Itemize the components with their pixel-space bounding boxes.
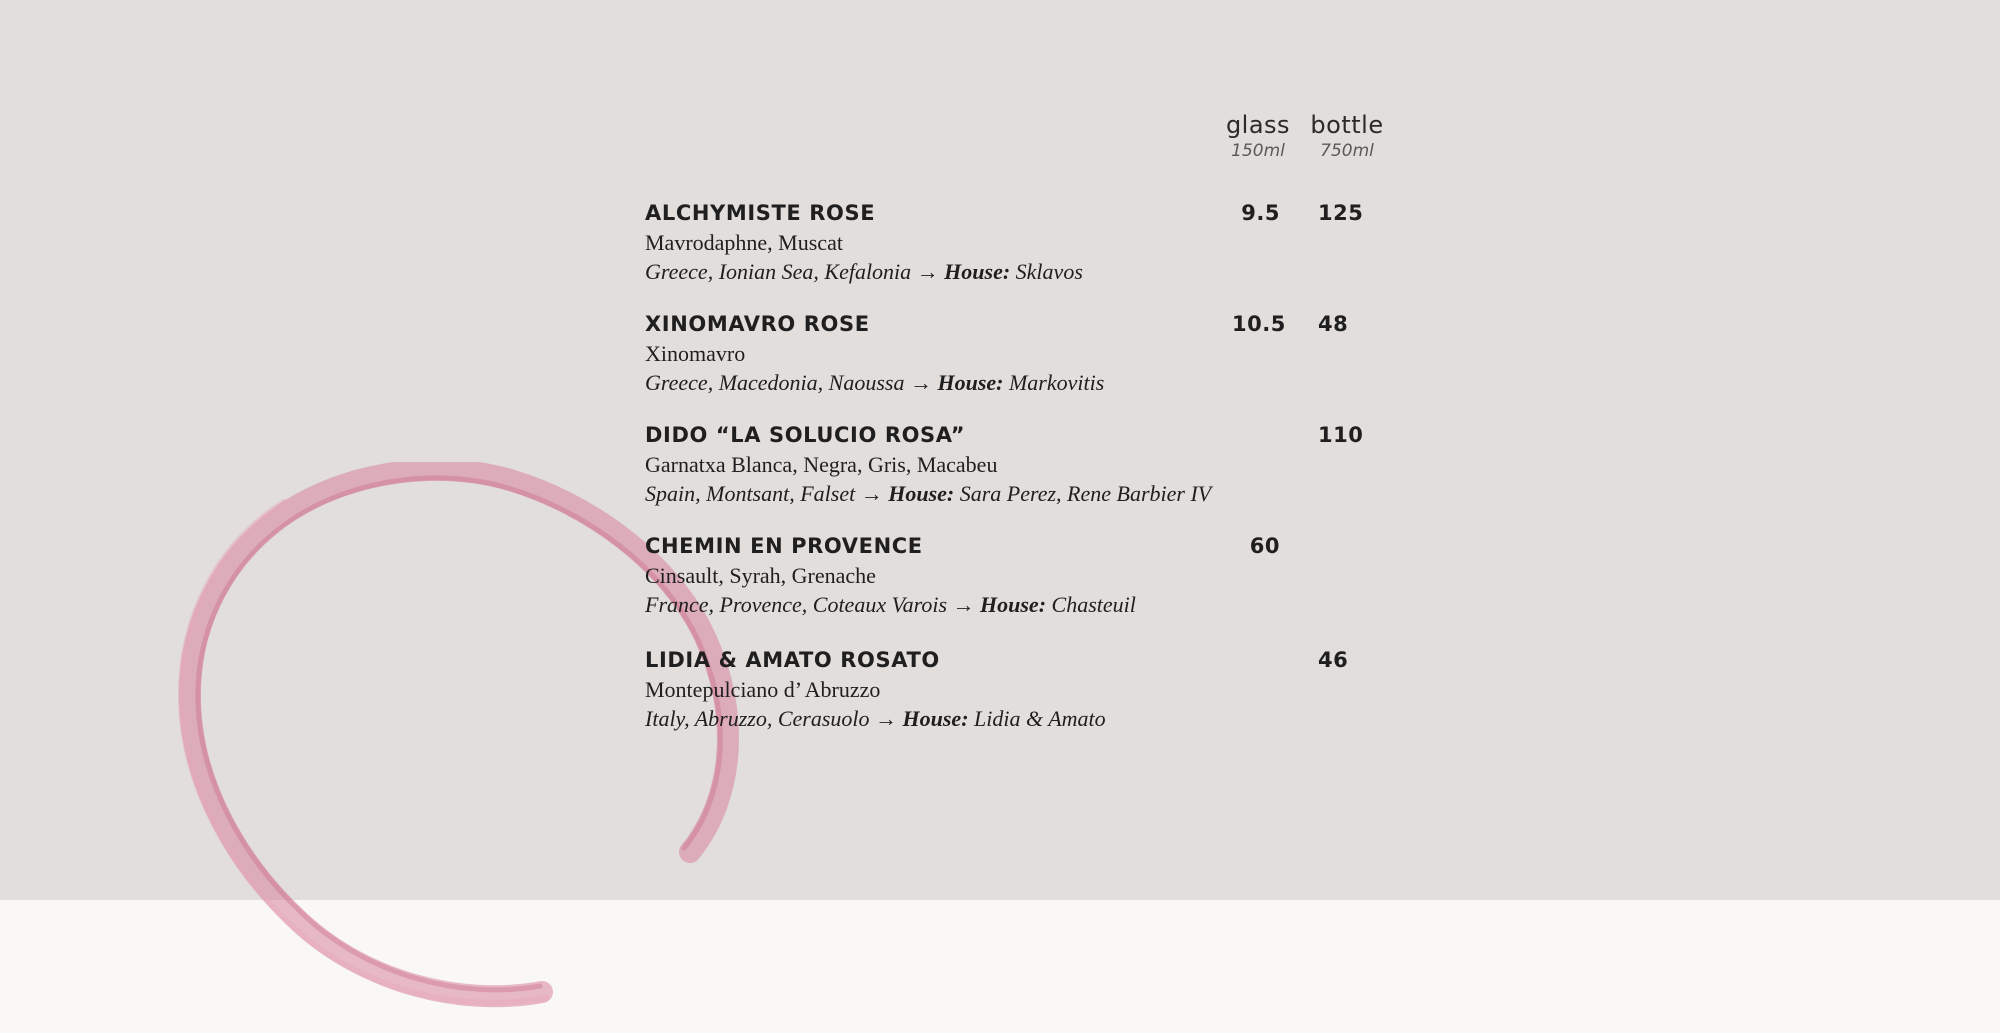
bottle-price: 110 [1318,423,1364,447]
house-name: Markovitis [1008,370,1105,395]
wine-entry [645,531,1405,619]
glass-price: 60 [1249,534,1280,558]
house-name: Sara Perez, Rene Barbier IV [959,481,1212,506]
wine-grapes: Mavrodaphne, Muscat [645,230,843,255]
house-name: Lidia & Amato [974,706,1106,731]
house-label: House: [888,481,955,506]
bottle-price: 125 [1318,201,1364,225]
bottle-price: 46 [1318,648,1349,672]
origin-region: Greece, Macedonia, Naoussa → [645,370,932,395]
house-label: House: [902,706,969,731]
wine-entry [645,309,1405,397]
wine-origin [645,368,1405,397]
wine-name: LIDIA & AMATO ROSATO [645,648,940,672]
house-name: Sklavos [1015,259,1083,284]
wine-name: DIDO “LA SOLUCIO ROSA” [645,423,966,447]
bottle-size: 750ml [1320,141,1374,161]
wine-entry [645,198,1405,286]
wine-origin [645,590,1405,619]
wine-name: ALCHYMISTE ROSE [645,201,876,225]
origin-region: Greece, Ionian Sea, Kefalonia → [645,259,939,284]
glass-column-header [1222,110,1294,162]
wine-grapes: Xinomavro [645,341,746,366]
house-label: House: [980,592,1047,617]
origin-region: Spain, Montsant, Falset → [645,481,883,506]
house-name: Chasteuil [1051,592,1136,617]
wine-entry [645,420,1405,508]
wine-origin [645,479,1405,508]
bottle-price: 48 [1318,312,1349,336]
bottle-column-header [1304,110,1390,162]
wine-entry [645,645,1405,733]
glass-price: 10.5 [1232,312,1286,336]
wine-origin [645,257,1405,286]
house-label: House: [944,259,1011,284]
glass-size: 150ml [1231,141,1285,161]
wine-origin [645,704,1405,733]
house-label: House: [937,370,1004,395]
glass-price: 9.5 [1241,201,1280,225]
wine-grapes: Garnatxa Blanca, Negra, Gris, Macabeu [645,452,998,477]
wine-name: XINOMAVRO ROSE [645,312,870,336]
glass-label: glass [1225,111,1291,139]
wine-grapes: Cinsault, Syrah, Grenache [645,563,876,588]
origin-region: France, Provence, Coteaux Varois → [645,592,975,617]
wine-name: CHEMIN EN PROVENCE [645,534,923,558]
origin-region: Italy, Abruzzo, Cerasuolo → [645,706,898,731]
bottle-label: bottle [1310,111,1384,139]
wine-grapes: Montepulciano d’ Abruzzo [645,677,881,702]
